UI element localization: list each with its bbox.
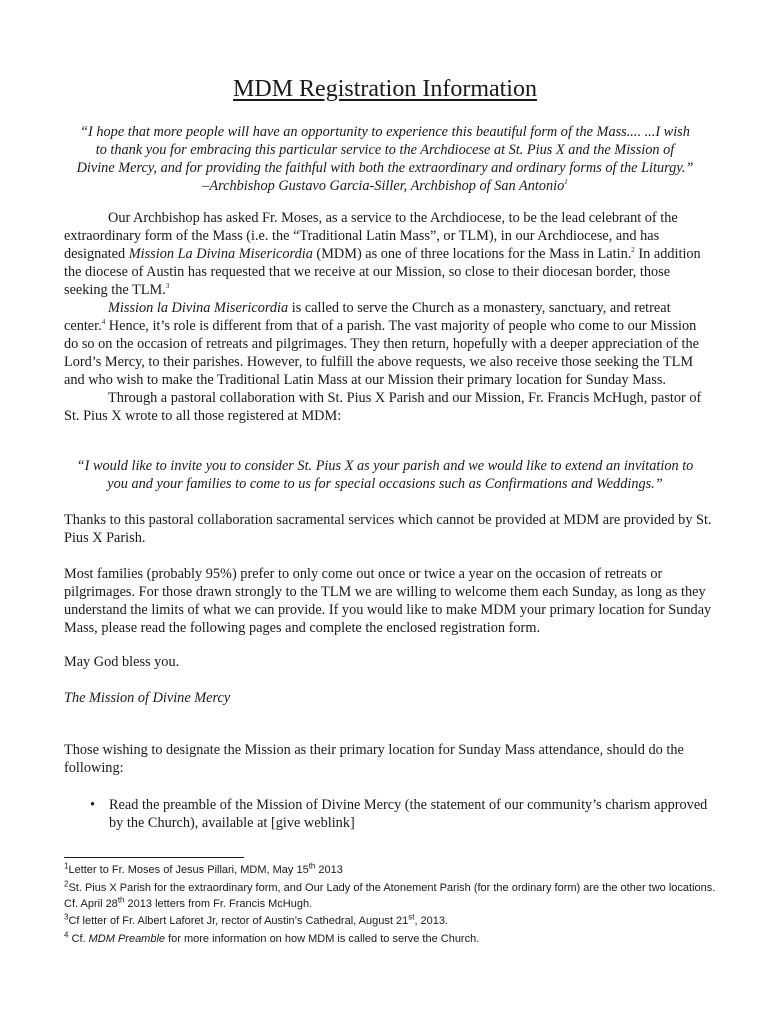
footnote-number: 4 [64, 930, 69, 940]
footnote-divider [64, 857, 244, 858]
footnote-3 [64, 913, 724, 929]
footnote-ref-2: 2 [631, 246, 635, 255]
footnote-text: 2013 [315, 864, 343, 876]
footnote-text: for more information on how MDM is called to serve the Church. [165, 933, 480, 945]
mission-name-italic: Mission La Divina Misericordia [128, 246, 313, 262]
paragraph-blessing: May God bless you. [64, 654, 180, 670]
signature: The Mission of Divine Mercy [64, 690, 231, 706]
ordinal-suffix: th [117, 895, 125, 905]
archbishop-quote [40, 123, 730, 195]
footnote-ref-3: 3 [165, 282, 170, 291]
footnote-number: 2 [64, 879, 69, 889]
paragraph-designation: Those wishing to designate the Mission as their primary location for Sunday Mass attendance, should do the following: [64, 742, 684, 776]
text-run: Hence, it’s role is different from that of a parish. The vast majority of people who come to our Mission do so on the occasion of retreats and pilgrimages. They then return, hopefully with a deeper appreciation of the Lord’s Mercy, to their parishes. However, to fulfill the above requests, we also receive those seeking the TLM and who wish to make the Traditional Latin Mass at our Mission their primary location for Sunday Mass. [64, 318, 699, 388]
footnote-1 [64, 862, 724, 878]
footnote-4 [64, 931, 724, 947]
footnote-number: 1 [64, 861, 69, 871]
text-run: In addition the diocese of Austin has requested that we receive at our Mission, so close to their diocesan border, those seeking the TLM. [64, 246, 701, 298]
preamble-title-italic: MDM Preamble [88, 933, 166, 945]
footnote-text: Letter to Fr. Moses of Jesus Pillari, MDM, May 15 [68, 864, 309, 876]
footnote-ref-1: 1 [564, 178, 568, 187]
footnote-text: Cf letter of Fr. Albert Laforet Jr, rector of Austin’s Cathedral, August 21 [68, 915, 409, 927]
page-title: MDM Registration Information [233, 76, 537, 102]
bullet-icon: • [90, 797, 96, 813]
intro-paragraphs [64, 209, 714, 425]
quote-line: “I would like to invite you to consider St. Pius X as your parish and we would like to extend an invitation to [76, 458, 694, 474]
paragraph-sacramental-services: Thanks to this pastoral collaboration sacramental services which cannot be provided at MDM are provided by St. Pius X Parish. [64, 512, 712, 546]
ordinal-suffix: th [308, 861, 316, 871]
list-item [64, 796, 714, 832]
footnote-text: 2013 letters from Fr. Francis McHugh. [124, 898, 313, 910]
text-run: Our Archbishop has asked Fr. Moses, as a service to the Archdiocese, to be the lead celebrant of the extraordinary form of the Mass (i.e. the “Traditional Latin Mass”, or TLM), in our Archdiocese, and has designated [64, 210, 678, 262]
text-run: is called to serve the Church as a monastery, sanctuary, and retreat center. [64, 300, 671, 334]
quote-line: Divine Mercy, and for providing the faithful with both the extraordinary and ordinary forms of the Liturgy.” [76, 160, 694, 176]
quote-line: to thank you for embracing this particular service to the Archdiocese at St. Pius X and the Mission of [95, 142, 675, 158]
text-run: (MDM) as one of three locations for the Mass in Latin. [312, 246, 632, 262]
footnote-text: Cf. [68, 933, 89, 945]
footnote-2 [64, 880, 724, 912]
footnote-number: 3 [64, 912, 69, 922]
attribution-text: –Archbishop Gustavo Garcia-Siller, Archbishop of San Antonio [202, 178, 565, 194]
ordinal-suffix: st [408, 912, 415, 922]
paragraph-collaboration: Through a pastoral collaboration with St. Pius X Parish and our Mission, Fr. Francis McHugh, pastor of St. Pius X wrote to all those registered at MDM: [64, 390, 702, 424]
quote-line: “I hope that more people will have an opportunity to experience this beautiful form of the Mass.... ...I wish [80, 124, 690, 140]
paragraph-families: Most families (probably 95%) prefer to only come out once or twice a year on the occasion of retreats or pilgrimages. For those drawn strongly to the TLM we are willing to welcome them each Sunday, as long as they understand the limits of what we can provide. If you would like to make MDM your primary location for Sunday Mass, please read the following pages and complete the enclosed registration form. [64, 566, 712, 636]
pastor-quote [40, 457, 730, 493]
mission-name-italic: Mission la Divina Misericordia [108, 300, 289, 316]
quote-attribution [40, 177, 730, 195]
quote-line: you and your families to come to us for special occasions such as Confirmations and Weddings.” [107, 476, 663, 492]
footnote-text: St. Pius X Parish for the extraordinary form, and Our Lady of the Atonement Parish (for the ordinary form) are the other two locations. Cf. April 28 [64, 882, 716, 910]
footnote-text: , 2013. [414, 915, 449, 927]
paragraph-archbishop-request [64, 209, 714, 299]
paragraph-mission-role [64, 299, 714, 389]
footnote-ref-4: 4 [101, 318, 106, 327]
list-item-text: Read the preamble of the Mission of Divine Mercy (the statement of our community’s charism approved by the Church), available at [give weblink] [109, 797, 708, 831]
